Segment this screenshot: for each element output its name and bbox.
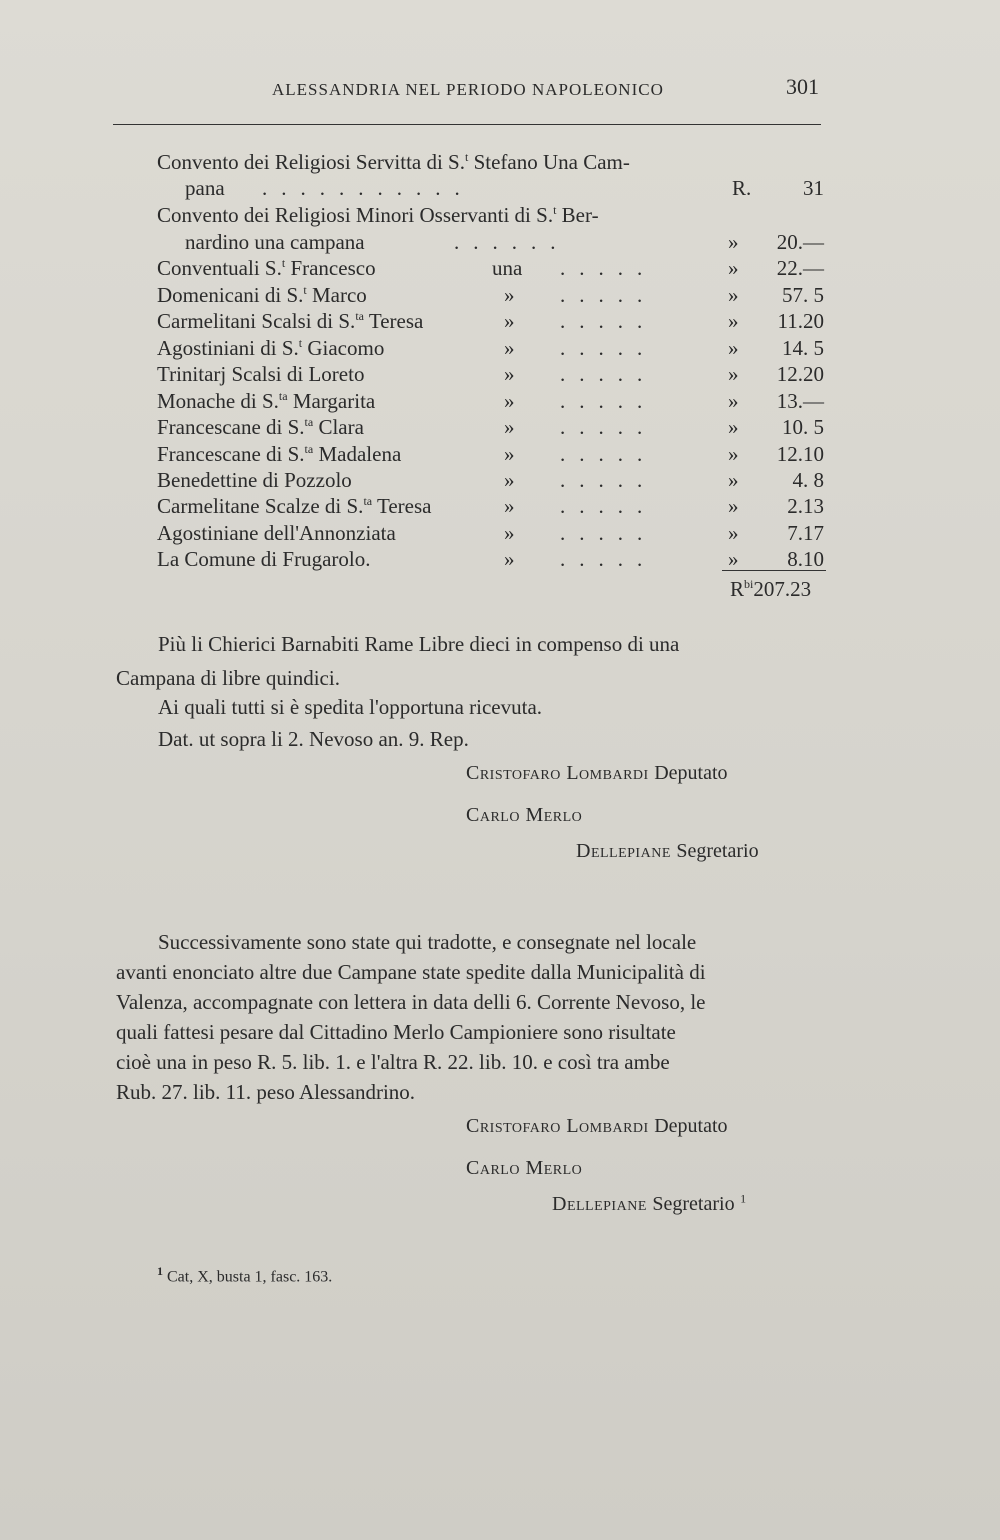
sum-rule xyxy=(722,570,826,571)
paragraph-line: Successivamente sono state qui tradotte, e consegnate nel locale xyxy=(158,930,697,954)
paragraph-line: Campana di libre quindici. xyxy=(116,666,340,690)
paragraph-line: Rub. 27. lib. 11. peso Alessandrino. xyxy=(116,1080,416,1104)
paragraph-line: Più li Chierici Barnabiti Rame Libre dieci in compenso di una xyxy=(158,632,680,656)
paragraph-line: Ai quali tutti si è spedita l'opportuna ricevuta. xyxy=(158,695,543,719)
page-number: 301 xyxy=(786,74,819,99)
total-value: $R^{bi}207.23$ xyxy=(730,577,812,601)
signature-deputy: Cristofaro Lombardi Deputato xyxy=(466,1115,728,1137)
paragraph-line: avanti enonciato altre due Campane state spedite dalla Municipalità di xyxy=(116,960,706,984)
paragraph-line: cioè una in peso R. 5. lib. 1. e l'altra R. 22. lib. 10. e così tra ambe xyxy=(116,1050,670,1074)
signature-secretary: Dellepiane Segretario xyxy=(576,840,759,862)
signature-merlo: Carlo Merlo xyxy=(466,804,583,826)
signature-merlo: Carlo Merlo xyxy=(466,1157,583,1179)
footnote-mark: 1 xyxy=(740,1191,747,1206)
header-rule xyxy=(113,124,821,125)
paragraph-line: quali fattesi pesare dal Cittadino Merlo Campioniere sono risultate xyxy=(116,1020,676,1044)
document-page: ALESSANDRIA NEL PERIODO NAPOLEONICO 301 Convento dei Religiosi Servitta di S.$^t$ Stefano Una Cam- pana ........... R. 31 Convento dei Religiosi Minori Osservanti di S.$^t$ Ber- nardino una campana ...... » 20.— Conventuali S.$^t$ Francesco una ..... » 22.— Domenicani di S.$^t$ Marco » ..... » 57. 5 Carmelitani Scalsi di S.$^{ta}$ Teresa » ..... » 11.20 Agostiniani di S.$^t$ Giacomo » ..... » 14. 5 Trinitarj Scalsi di Loreto » ..... » 12.20 Monache di S.$^{ta}$ Margarita » ..... » 13.— Francescane di S.$^{ta}$ Clara » ..... » 10. 5 Francescane di S.$^{ta}$ Madalena » ..... » 12.10 Benedettine di Pozzolo » ..... » 4. 8 Carmelitane Scalze di S.$^{ta}$ Teresa » ..... » 2.13 Agostiniane dell'Annonziata » ..... » 7.17 La Comune di Frugarolo. » ..... » 8.10 $R^{bi}207.23$ Più li Chierici Barnabiti Rame Libre dieci in compenso di una Campana di libre quindici. Ai quali tutti si è spedita l'opportuna ricevuta. Dat. ut sopra li 2. Nevoso an. 9. Rep. Cristofaro Lombardi Deputato Carlo Merlo Dellepiane Segretario Successivamente sono state qui tradotte, e consegnate nel locale avanti enonciato altre due Campane state spedite dalla Municipalità di Valenza, accompagnate con lettera in data delli 6. Corrente Nevoso, le quali fattesi pesare dal Cittadino Merlo Campioniere sono risultate cioè una in peso R. 5. lib. 1. e l'altra R. 22. lib. 10. e così tra ambe Rub. 27. lib. 11. peso Alessandrino. Cristofaro Lombardi Deputato Carlo Merlo Dellepiane Segretario $^1$ $^1$ Cat, X, busta 1, fasc. 163. xyxy=(0,0,1000,1540)
footnote: $^1$ Cat, X, busta 1, fasc. 163. xyxy=(157,1264,333,1286)
paragraph-line: Valenza, accompagnate con lettera in data delli 6. Corrente Nevoso, le xyxy=(116,990,706,1014)
signature-deputy: Cristofaro Lombardi Deputato xyxy=(466,762,728,784)
running-title: ALESSANDRIA NEL PERIODO NAPOLEONICO xyxy=(272,80,664,99)
paragraph-line: Dat. ut sopra li 2. Nevoso an. 9. Rep. xyxy=(158,727,469,751)
signature-secretary: Dellepiane Segretario $^1$ xyxy=(552,1191,747,1215)
